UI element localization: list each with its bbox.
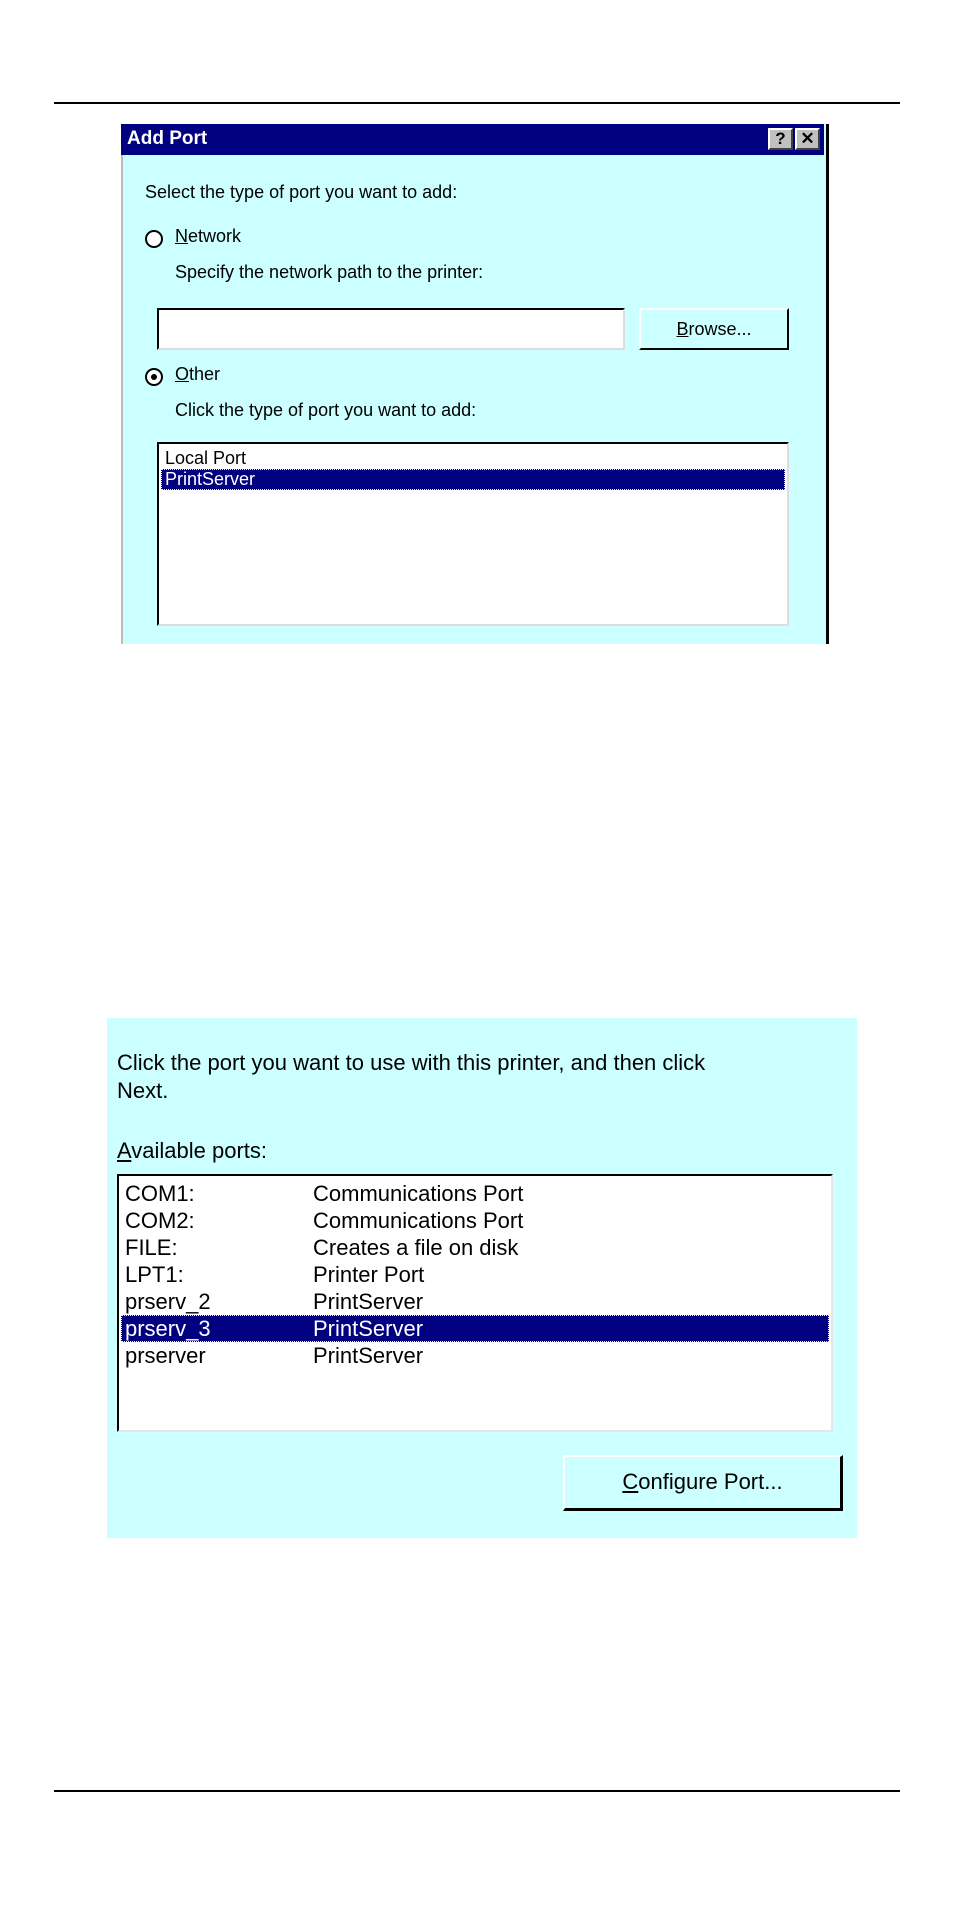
add-port-dialog — [121, 124, 829, 644]
available-ports-label — [117, 1138, 267, 1164]
list-item-local-port[interactable]: Local Port — [165, 448, 247, 468]
network-path-label: Specify the network path to the printer: — [175, 262, 484, 282]
dialog-title-bar[interactable] — [121, 124, 824, 155]
browse-label-rest: rowse... — [688, 319, 752, 339]
network-path-input[interactable] — [157, 308, 625, 350]
other-radio[interactable] — [145, 368, 163, 386]
other-option-label[interactable] — [175, 364, 220, 385]
available-ports-mnemonic: A — [117, 1138, 132, 1163]
port-name: COM1: — [125, 1181, 195, 1206]
browse-mnemonic: B — [676, 319, 689, 339]
port-description: Creates a file on disk — [313, 1235, 519, 1260]
radio-selected-dot — [151, 374, 157, 380]
port-description: Communications Port — [313, 1208, 524, 1233]
port-name: prserv_2 — [125, 1289, 211, 1314]
list-item-printserver[interactable]: PrintServer — [161, 469, 785, 490]
network-radio[interactable] — [145, 230, 163, 248]
port-row-com1[interactable] — [121, 1180, 829, 1207]
instruction-line-2: Next. — [117, 1078, 169, 1103]
ports-list[interactable] — [117, 1174, 833, 1432]
port-row-lpt1[interactable] — [121, 1261, 829, 1288]
close-button[interactable]: ✕ — [795, 128, 820, 150]
top-rule — [54, 102, 900, 104]
port-description: PrintServer — [313, 1316, 424, 1341]
available-ports-label-rest: vailable ports: — [131, 1138, 268, 1163]
port-type-list[interactable] — [157, 442, 789, 626]
port-row-prserv-3[interactable] — [121, 1315, 829, 1342]
network-option-label[interactable] — [175, 226, 241, 247]
port-row-prserver[interactable] — [121, 1342, 829, 1369]
bottom-rule — [54, 1790, 900, 1792]
other-mnemonic: O — [175, 364, 190, 384]
help-button[interactable]: ? — [768, 128, 793, 150]
port-type-prompt: Select the type of port you want to add: — [145, 182, 458, 202]
network-label-rest: etwork — [188, 226, 242, 246]
dialog-title: Add Port — [127, 128, 208, 149]
port-description: PrintServer — [313, 1343, 424, 1368]
configure-mnemonic: C — [622, 1469, 639, 1494]
port-description: PrintServer — [313, 1289, 424, 1314]
port-description: Printer Port — [313, 1262, 425, 1287]
other-prompt: Click the type of port you want to add: — [175, 400, 477, 420]
port-name: FILE: — [125, 1235, 178, 1260]
configure-label-rest: onfigure Port... — [638, 1469, 783, 1494]
port-name: prserver — [125, 1343, 206, 1368]
dialog-right-edge — [826, 124, 829, 644]
port-name: LPT1: — [125, 1262, 184, 1287]
browse-button[interactable] — [639, 308, 789, 350]
instruction-line-1: Click the port you want to use with this printer, and then click — [117, 1050, 706, 1075]
dialog-left-edge — [121, 124, 123, 644]
port-name: COM2: — [125, 1208, 195, 1233]
ports-panel — [107, 1018, 857, 1538]
configure-port-button[interactable] — [563, 1455, 843, 1511]
port-description: Communications Port — [313, 1181, 524, 1206]
port-row-prserv-2[interactable] — [121, 1288, 829, 1315]
port-row-file[interactable] — [121, 1234, 829, 1261]
other-label-rest: ther — [189, 364, 221, 384]
port-name: prserv_3 — [125, 1316, 211, 1341]
network-mnemonic: N — [175, 226, 188, 246]
port-row-com2[interactable] — [121, 1207, 829, 1234]
